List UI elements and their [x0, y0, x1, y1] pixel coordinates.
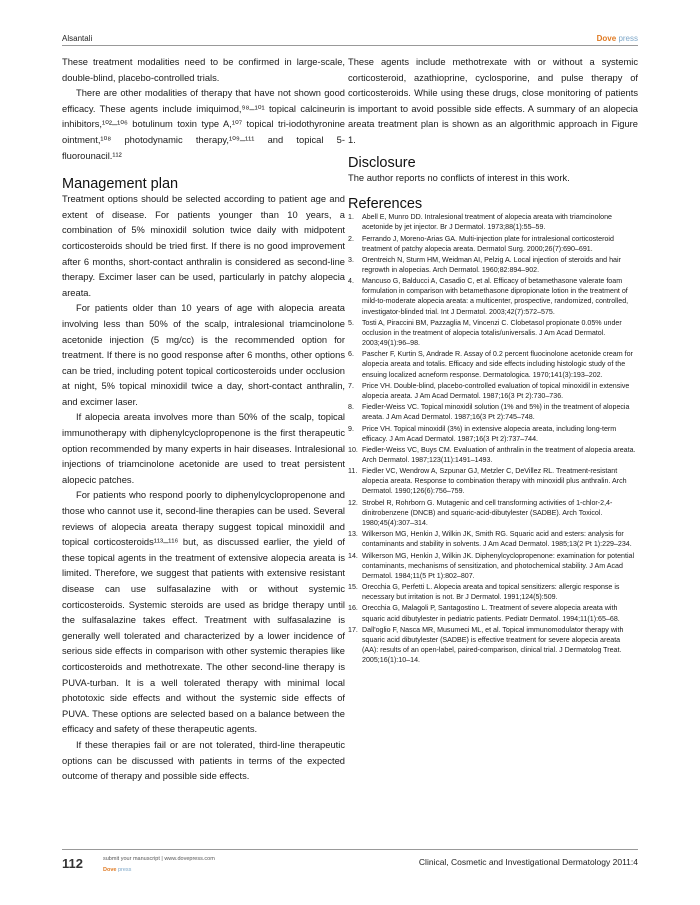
paragraph: If alopecia areata involves more than 50% of the scalp, topical immunotherapy with diphenylcyclopropenone is the first therapeutic option recommended by many experts in hair diseases. Intralesional injections of triamcinolone acetonide are used to treat persistent alopecic patches. — [62, 412, 345, 485]
paragraph: Treatment options should be selected according to patient age and extent of disease. For patients younger than 10 years, a combination of 5% minoxidil solution twice daily with midpotent corticosteroids should be tried first. If there is no good improvement after 6 months, short-contact anthralin is considered as second-line therapy. Excimer laser can be used, particularly in patchy alopecia areata. — [62, 194, 345, 298]
reference-item — [348, 529, 638, 549]
reference-number: 12. — [348, 498, 358, 507]
reference-number: 4. — [348, 277, 354, 286]
reference-number: 10. — [348, 445, 358, 454]
reference-text: Tosti A, Piraccini BM, Pazzaglia M, Vincenzi C. Clobetasol propionate 0.05% under occlusion in the treatment of alopecia totalis/universalis. J Am Acad Dermatol. 2003;49(1):96–98. — [362, 318, 622, 348]
reference-item — [348, 445, 638, 465]
paragraph: There are other modalities of therapy that have not shown good efficacy. These agents include imiquimod,⁹⁸–¹⁰¹ topical calcineurin inhibitors,¹⁰²–¹⁰⁶ botulinum toxin type A,¹⁰⁷ topical tri-iodothyronine ointment,¹⁰⁸ photodynamic therapy,¹⁰⁹–¹¹¹ and topical 5-fluorounacil.¹¹² — [62, 88, 345, 161]
reference-item — [348, 402, 638, 422]
section-heading-management-plan: Management plan — [62, 176, 179, 193]
reference-text: Pascher F, Kurtin S, Andrade R. Assay of 0.2 percent fluocinolone acetonide cream for alopecia areata and totalis. Efficacy and side effects including histologic study of the ensuing localized acneform response. Dermatologica. 1970;141(3):193–202. — [362, 350, 633, 379]
publisher-logo — [597, 34, 638, 43]
reference-number: 11. — [348, 467, 358, 476]
reference-text: Price VH. Topical minoxidil (3%) in extensive alopecia areata, including long-term efficacy. J Am Acad Dermatol. 1987;16(3 Pt 2):737–744. — [362, 424, 617, 443]
reference-item — [348, 498, 638, 528]
footer-logo-bold: Dove — [103, 867, 117, 873]
reference-item — [348, 381, 638, 401]
reference-text: Orecchia G, Malagoli P, Santagostino L. Treatment of severe alopecia areata with squaric acid dibutylester in pediatric patients. Pediatr Dermatol. 1994;11(1):65–68. — [362, 604, 620, 623]
reference-number: 16. — [348, 604, 358, 613]
reference-text: Mancuso G, Balducci A, Casadio C, et al. Efficacy of betamethasone valerate foam formulation in comparison with betamethasone dipropionate lotion in the treatment of mild-to-moderate alopecia areata: a multicenter, prospective, randomized, controlled, investigator-blinded trial. Int J Dermatol. 2003;42(7):572–575. — [362, 277, 629, 316]
reference-number: 17. — [348, 625, 358, 634]
reference-text: Fiedler-Weiss VC, Buys CM. Evaluation of anthralin in the treatment of alopecia areata. Arch Dermatol. 1987;123(11):1491–1493. — [362, 445, 636, 464]
reference-item — [348, 318, 638, 348]
reference-item — [348, 255, 638, 275]
reference-text: Fiedler VC, Wendrow A, Szpunar GJ, Metzler C, DeVillez RL. Treatment-resistant alopecia areata. Response to combination therapy with minoxidil plus anthralin. Arch Dermatol. 1990;126(6):756–759. — [362, 467, 627, 496]
reference-list — [348, 212, 638, 665]
reference-text: Strobel R, Rohrborn G. Mutagenic and cell transforming activities of 1-chlor-2,4-dinitrobenzene (DNCB) and squaric-acid-dibutylester (SADBE). Arch Toxicol. 1980;45(4):307–314. — [362, 498, 613, 527]
section-heading-disclosure: Disclosure — [348, 154, 416, 171]
section-heading-references: References — [348, 196, 423, 213]
reference-item — [348, 582, 638, 602]
reference-number: 9. — [348, 424, 354, 433]
reference-text: Wilkerson MG, Henkin J, Wilkin JK. Diphenylcyclopropenone: examination for potential contaminants, mechanisms of sensitization, and photochemical stability. J Am Acad Dermatol. 1984;11(5 Pt 1):802–807. — [362, 551, 635, 580]
reference-item — [348, 625, 638, 665]
reference-text: Orecchia G, Perfetti L. Alopecia areata and topical sensitizers: allergic response is necessary but irritation is not. Br J Dermatol. 1991;124(5):509. — [362, 583, 620, 602]
reference-item — [348, 276, 638, 316]
reference-text: Fiedler-Weiss VC. Topical minoxidil solution (1% and 5%) in the treatment of alopecia areata. J Am Acad Dermatol. 1987;16(3 Pt 2):745–748. — [362, 403, 630, 422]
right-column — [348, 55, 638, 666]
header-rule — [62, 45, 638, 46]
reference-number: 8. — [348, 403, 354, 412]
left-column — [62, 55, 345, 785]
reference-text: Wilkerson MG, Henkin J, Wilkin JK, Smith RG. Squaric acid and esters: analysis for contaminants and stability in solvents. J Am Acad Dermatol. 1985;13(2 Pt 1):229–234. — [362, 530, 632, 549]
reference-item — [348, 466, 638, 496]
footer-logo-light: press — [117, 867, 132, 873]
running-header-author: Alsantali — [62, 34, 93, 43]
reference-number: 13. — [348, 530, 358, 539]
reference-text: Ferrando J, Moreno-Arias GA. Multi-injection plate for intralesional corticosteroid treatment of patchy alopecia areata. Dermatol Surg. 2000;26(7):690–691. — [362, 234, 614, 253]
reference-item — [348, 603, 638, 623]
reference-item — [348, 212, 638, 232]
reference-text: Dall'oglio F, Nasca MR, Musumeci ML, et al. Topical immunomodulator therapy with squaric acid dibutylester (SADBE) is effective treatment for severe alopecia areata (AA): results of an open-label, paired-comparison, clinical trial. J Dermatolog Treat. 2005;16(1):10–14. — [362, 625, 624, 665]
footer-publisher-logo — [103, 867, 131, 873]
reference-number: 14. — [348, 551, 358, 560]
reference-item — [348, 551, 638, 581]
publisher-logo-light: press — [618, 34, 638, 43]
paragraph: For patients older than 10 years of age with alopecia areata involving less than 50% of the scalp, intralesional triamcinolone acetonide injection (5 mg/cc) is the recommended option for treatment. If there is no good response after 6 months, other options can be tried, including potent topical corticosteroids under occlusion at night, 5% topical minoxidil twice a day, short-contact anthralin, and excimer laser. — [62, 303, 345, 407]
reference-text: Orentreich N, Sturm HM, Weidman AI, Pelzig A. Local injection of steroids and hair regrowth in alopecias. Arch Dermatol. 1960;82:894–902. — [362, 255, 621, 274]
reference-item — [348, 234, 638, 254]
reference-number: 5. — [348, 318, 354, 327]
reference-text: Price VH. Double-blind, placebo-controlled evaluation of topical minoxidil in extensive alopecia areata. J Am Acad Dermatol. 1987;16(3 Pt 2):730–736. — [362, 381, 630, 400]
paragraph: For patients who respond poorly to diphenylcyclopropenone and those who cannot use it, second-line therapies can be used. Several reviews of alopecia areata therapy suggest topical minoxidil and topical corticosteroids¹¹³–¹¹⁶ but, as discussed earlier, the yield of these topical agents in the treatment of extensive alopecia areata is limited. Therefore, we suggest that patients with extensive resistant disease can use sulfasalazine with or without systemic corticosteroids. Systemic steroids are used as bridge therapy until the sulfasalazine takes effect. Treatment with sulfasalazine is generally well tolerated and characterized by a lower incidence of serious side effects in comparison with other systemic therapies like corticosteroids and methotrexate. The other second-line therapy is PUVA-turban. It is a well tolerated therapy with minimal local phototoxic side effects and without the systemic side effects of PUVA. These options are selected based on a balance between the efficacy and safety of these therapeutic agents. — [62, 490, 345, 735]
page-number: 112 — [62, 856, 83, 871]
reference-number: 2. — [348, 234, 354, 243]
reference-item — [348, 424, 638, 444]
paragraph: If these therapies fail or are not tolerated, third-line therapeutic options can be discussed with patients in terms of the expected outcome of therapy and possible side effects. — [62, 739, 345, 782]
reference-number: 7. — [348, 381, 354, 390]
paragraph: These treatment modalities need to be confirmed in large-scale, double-blind, placebo-controlled trials. — [62, 57, 345, 83]
reference-number: 15. — [348, 583, 358, 592]
footer-rule — [62, 849, 638, 850]
reference-text: Abell E, Munro DD. Intralesional treatment of alopecia areata with triamcinolone acetonide by jet injector. Br J Dermatol. 1973;88(1):55–59. — [362, 213, 612, 232]
reference-number: 1. — [348, 213, 354, 222]
publisher-logo-bold: Dove — [596, 34, 617, 43]
submit-manuscript-link[interactable]: submit your manuscript | www.dovepress.com — [103, 856, 215, 862]
reference-item — [348, 349, 638, 379]
reference-number: 3. — [348, 255, 354, 264]
paragraph: These agents include methotrexate with or without a systemic corticosteroid, azathioprine, cyclosporine, and pulse therapy of corticosteroids. While using these drugs, close monitoring of patients is important to avoid possible side effects. A summary of an alopecia areata treatment plan is shown as an algorithmic approach in Figure 1. — [348, 57, 638, 145]
disclosure-text: The author reports no conflicts of interest in this work. — [348, 172, 570, 183]
journal-citation: Clinical, Cosmetic and Investigational Dermatology 2011:4 — [418, 857, 638, 867]
reference-number: 6. — [348, 350, 354, 359]
